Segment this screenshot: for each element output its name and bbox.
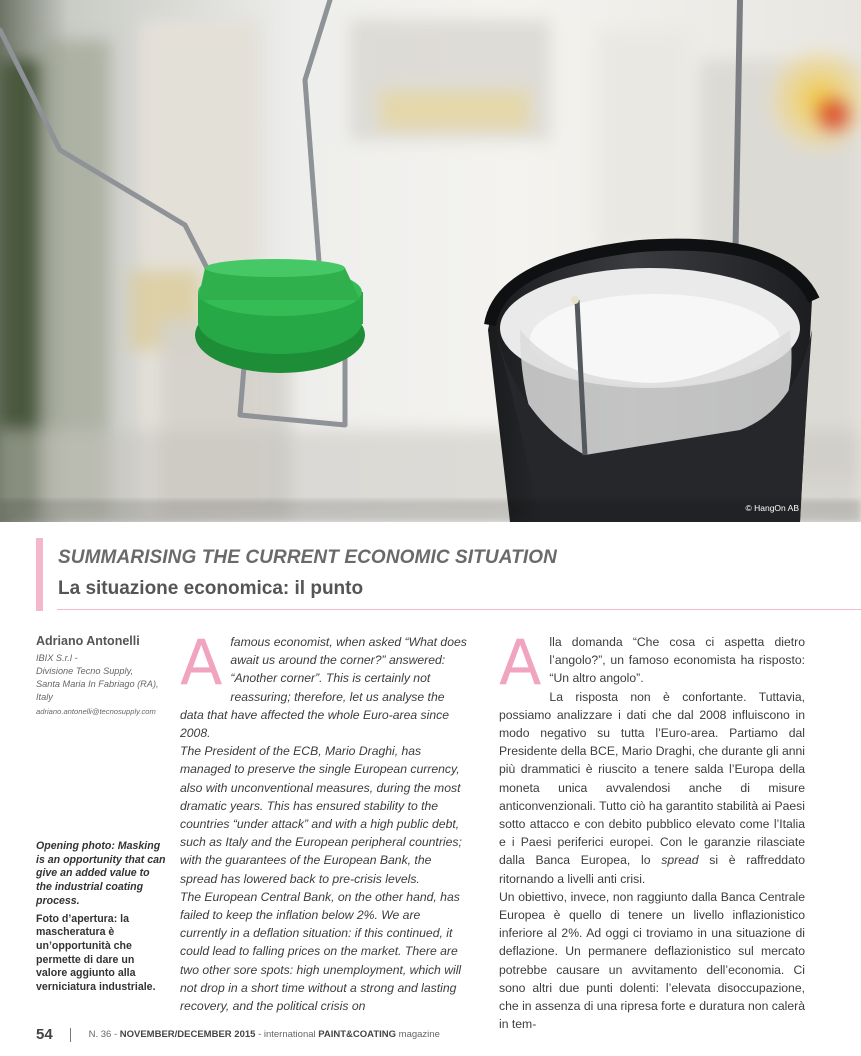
paragraph: The President of the ECB, Mario Draghi, has managed to preserve the single European currency, also with unconventional measures, during the most dramatic years. This has ensured stability to the countries “under attack” and with a high public debt, such as Italy and the European peripheral countries; with the guarantees of the European Bank, the spread has lowered back to pre-crisis levels. <box>180 744 462 886</box>
footer-separator <box>70 1028 71 1042</box>
drop-cap: A <box>499 626 542 699</box>
page-number: 54 <box>36 1026 53 1044</box>
photo-illustration <box>0 0 861 522</box>
paragraph-end: si è raffreddato ritornando a livelli anti crisi. <box>499 853 806 886</box>
photo-caption-english: Opening photo: Masking is an opportunity that can give an added value to the industrial coating process. <box>36 840 166 907</box>
article-body-italian <box>499 626 806 1033</box>
opening-photo <box>0 0 861 522</box>
article-body-english <box>180 626 470 1015</box>
article-title-italian: La situazione economica: il punto <box>58 578 364 599</box>
emphasis-term: spread <box>661 853 699 868</box>
page-footer <box>36 1026 440 1044</box>
author-company: IBIX S.r.l - <box>36 653 78 663</box>
photo-credit: © HangOn AB <box>745 503 799 513</box>
author-division: Divisione Tecno Supply, <box>36 666 134 676</box>
paragraph: lla domanda “Che cosa ci aspetta dietro l’angolo?”, un famoso economista ha risposto: “Un altro angolo”. <box>549 635 805 686</box>
photo-caption-italian: Foto d’apertura: la mascheratura è un’opportunità che permette di dare un valore aggiunto alla verniciatura industriale. <box>36 912 156 994</box>
article-title-english: SUMMARISING THE CURRENT ECONOMIC SITUATION <box>58 547 557 568</box>
paragraph: La risposta non è confortante. Tuttavia, possiamo analizzare i dati che dal 2008 influiscono in modo negativo su tutta l’Euro-area. Partiamo dal Presidente della BCE, Mario Draghi, che durante gli anni più drammatici è riuscito a tenere salda l’Europa della moneta unica avvalendosi anche di misure anticonvenzionali. Tutto ciò ha garantito stabilità ai Paesi sotto attacco e con debito pubblico elevato come l’Italia e i Paesi periferici europei. Con le garanzie rilasciate dalla Banca Europea, lo <box>499 689 805 868</box>
author-name: Adriano Antonelli <box>36 634 140 648</box>
issue-number: N. 36 - <box>88 1029 118 1041</box>
magazine-name: PAINT&COATING <box>318 1029 397 1041</box>
author-email[interactable]: adriano.antonelli@tecnosupply.com <box>36 707 156 716</box>
paragraph: Un obiettivo, invece, non raggiunto dalla Banca Centrale Europea è quello di tenere un livello inflazionistico inferiore al 2%. Ad oggi ci troviamo in una situazione di deflazione. Un permanere deflazionistico sul mercato potrebbe causare un avvitamento dell’economia. Ci sono altri due punti dolenti: l’elevata disoccupazione, che in assenza di una ripresa forte e duratura non calerà in tem- <box>499 889 805 1032</box>
issue-date: NOVEMBER/DECEMBER 2015 <box>119 1029 256 1041</box>
paragraph: The European Central Bank, on the other hand, has failed to keep the inflation below 2%. We are currently in a deflation situation: if this continued, it could lead to falling prices on the market. There are two other sore spots: high unemployment, which will not drop in a short time without a strong and lasting recovery, and the political crisis on <box>180 889 462 1014</box>
author-city: Santa Maria In Fabriago (RA), <box>36 679 159 689</box>
magazine-prefix: - international <box>258 1029 316 1041</box>
paragraph: famous economist, when asked “What does await us around the corner?” answered: “Another corner”. This is certainly not reassuring; therefore, let us analyse the data that have affected the whole Euro-area since 2008. <box>180 635 467 741</box>
heading-accent-bar <box>36 538 43 611</box>
footer-issue-line <box>89 1029 440 1040</box>
magazine-suffix: magazine <box>398 1029 440 1041</box>
author-country: Italy <box>36 692 53 702</box>
drop-cap: A <box>180 626 223 699</box>
heading-divider <box>57 609 861 610</box>
photo-caption <box>36 840 166 995</box>
author-block <box>36 634 176 716</box>
